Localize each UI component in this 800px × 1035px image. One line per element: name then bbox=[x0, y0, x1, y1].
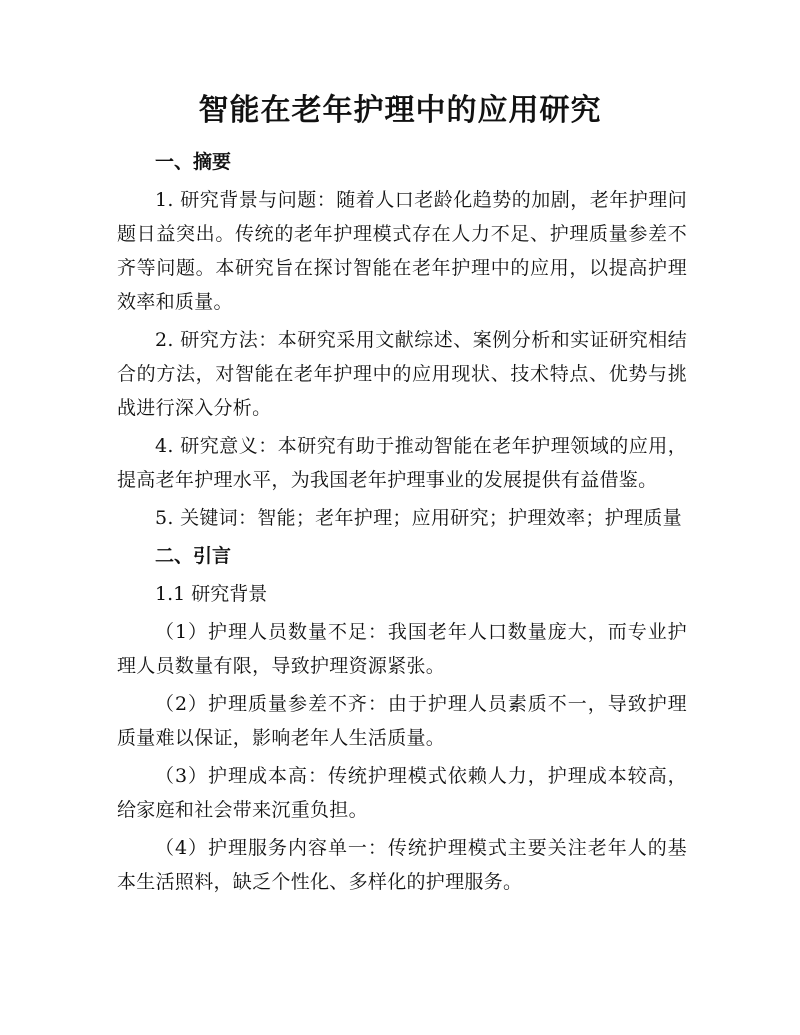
intro-item-1: （1）护理人员数量不足：我国老年人口数量庞大，而专业护理人员数量有限，导致护理资源紧张。 bbox=[117, 621, 687, 677]
document-body bbox=[117, 145, 687, 903]
intro-item-4: （4）护理服务内容单一：传统护理模式主要关注老年人的基本生活照料，缺乏个性化、多样化的护理服务。 bbox=[117, 837, 687, 893]
document-title: 智能在老年护理中的应用研究 bbox=[198, 93, 602, 128]
intro-item-3: （3）护理成本高：传统护理模式依赖人力，护理成本较高，给家庭和社会带来沉重负担。 bbox=[117, 765, 687, 821]
abstract-paragraph-keywords: 5. 关键词：智能；老年护理；应用研究；护理效率；护理质量 bbox=[155, 507, 682, 529]
intro-item-2: （2）护理质量参差不齐：由于护理人员素质不一，导致护理质量难以保证，影响老年人生活质量。 bbox=[117, 693, 687, 749]
abstract-paragraph-method: 2. 研究方法：本研究采用文献综述、案例分析和实证研究相结合的方法，对智能在老年护理中的应用现状、技术特点、优势与挑战进行深入分析。 bbox=[117, 329, 687, 419]
section-heading-abstract: 一、摘要 bbox=[155, 151, 232, 173]
abstract-paragraph-background: 1. 研究背景与问题：随着人口老龄化趋势的加剧，老年护理问题日益突出。传统的老年护理模式存在人力不足、护理质量参差不齐等问题。本研究旨在探讨智能在老年护理中的应用，以提高护理效率和质量。 bbox=[117, 189, 687, 313]
subsection-heading-background: 1.1 研究背景 bbox=[155, 583, 268, 605]
section-heading-intro: 二、引言 bbox=[155, 545, 232, 567]
abstract-paragraph-significance: 4. 研究意义：本研究有助于推动智能在老年护理领域的应用，提高老年护理水平，为我国老年护理事业的发展提供有益借鉴。 bbox=[117, 435, 687, 491]
